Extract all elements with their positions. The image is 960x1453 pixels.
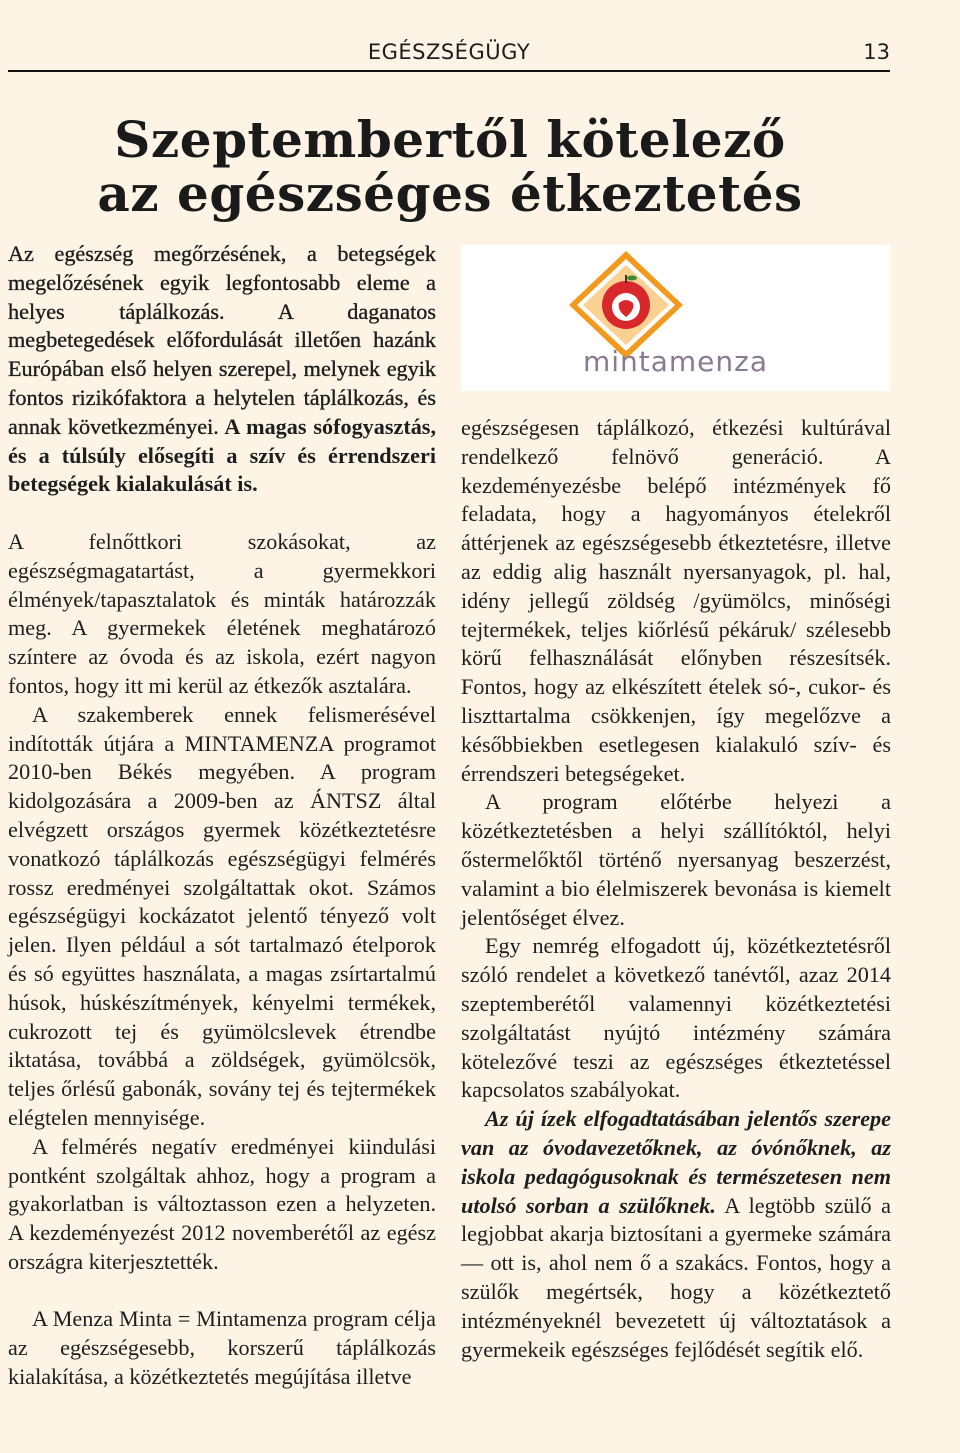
- paragraph: Egy nemrég elfogadott új, közétkeztetésről szóló rendelet a következő tanévtől, azaz 2014 szeptemberétől valamennyi közétkeztetési szolgáltatást nyújtó intézmény számára kötelezővé teszi az egészséges étkeztetéssel kapcsolatos szabályokat.: [461, 933, 891, 1103]
- paragraph: A felmérés negatív eredményei kiindulási pontként szolgáltak ahhoz, hogy a program a gyakorlatban is változtasson ezen a helyzeten. A kezdeményezést 2012 novemberétől az egész országra kiterjesztették.: [8, 1133, 436, 1274]
- paragraph: A Menza Minta = Mintamenza program célja az egészségesebb, korszerű táplálkozás kialakítása, a közétkeztetés megújítása illetve: [8, 1306, 436, 1390]
- mintamenza-logo: [461, 245, 890, 391]
- lead-emphasis: A magas sófogyasztás, és a túlsúly elősegíti a szív és érrendszeri betegségek kialakulását is.: [8, 413, 436, 497]
- paragraph: A program előtérbe helyezi a közétkeztetésben a helyi szállítóktól, helyi őstermelőktől történő nyersanyag beszerzést, valamint a bio élelmiszerek bevonása is kiemelt jelentőséget élvez.: [461, 789, 891, 930]
- section-label: EGÉSZSÉGÜGY: [367, 40, 531, 64]
- paragraph-text: A legtöbb szülő a legjobbat akarja biztosítani a gyermeke számára — ott is, ahol nem ő a szakács. Fontos, hogy a szülők megértsék, hogy a közétkeztető intézményeknél bevezetett új változtatások a gyermekeik egészséges fejlődését segítik elő.: [461, 1192, 892, 1362]
- right-column: [461, 414, 891, 1364]
- left-column: [8, 240, 436, 1392]
- page-header: [8, 36, 890, 72]
- paragraph: A felnőttkori szokásokat, az egészségmagatartást, a gyermekkori élmények/tapasztalatok és minták határozzák meg. A gyermekek életének meghatározó színtere az óvoda és az iskola, ezért nagyon fontos, hogy itt mi kerül az étkezők asztalára.: [8, 528, 436, 698]
- paragraph: [461, 1105, 891, 1364]
- lead-paragraph: [8, 240, 436, 499]
- page-number: 13: [863, 40, 890, 64]
- article-title-line-1: Szeptembertől kötelező: [114, 110, 786, 169]
- article-title: [0, 110, 900, 223]
- paragraph: A szakemberek ennek felismerésével indították útjára a MINTAMENZA programot 2010-ben Békés megyében. A program kidolgozására a 2009-ben az ÁNTSZ által elvégzett országos gyermek közétkeztetésre vonatkozó táplálkozás egészségügyi felmérés rossz eredményei szolgáltattak okot. Számos egészségügyi kockázatot jelentő tényező volt jelen. Ilyen például a sót tartalmazó ételporok és só együttes használata, a magas zsírtartalmú húsok, húskészítmények, kényelmi termékek, cukrozott tej és gyümölcslevek étrendbe iktatása, továbbá a zöldségek, gyümölcsök, teljes őrlésű gabonák, sovány tej és tejtermékek elégtelen mennyisége.: [8, 701, 436, 1130]
- paragraph: egészségesen táplálkozó, étkezési kultúrával rendelkező felnövő generáció. A kezdeményezésbe belépő intézmények fő feladata, hogy a hagyományos ételekről áttérjenek az egészségesebb étkeztetésre, illetve az eddig alig használt nyersanyagok, pl. hal, idény jellegű zöldség /gyümölcs, minőségi tejtermékek, teljes kiőrlésű pékáruk/ szélesebb körű felhasználását előnyben részesítsék. Fontos, hogy az elkészített ételek só-, cukor- és liszttartalma csökkenjen, így megelőzve a későbbiekben esetlegesen kialakuló szív- és érrendszeri betegségeket.: [461, 415, 891, 786]
- emphasis-text: Az új ízek elfogadtatásában jelentős szerepe van az óvodavezetőknek, az óvónőknek, az iskola pedagógusoknak és természetesen nem utolsó sorban a szülőknek.: [461, 1106, 891, 1218]
- article-title-line-2: az egészséges étkeztetés: [97, 164, 803, 223]
- lead-text: Az egészség megőrzésének, a betegségek megelőzésének egyik legfontosabb eleme a helyes táplálkozás. A daganatos megbetegedések előfordulását illetően hazánk Európában első helyen szerepel, melynek egyik fontos rizikófaktora a helytelen táplálkozás, és annak következményei.: [8, 241, 436, 439]
- logo-wordmark: mintamenza: [582, 345, 769, 378]
